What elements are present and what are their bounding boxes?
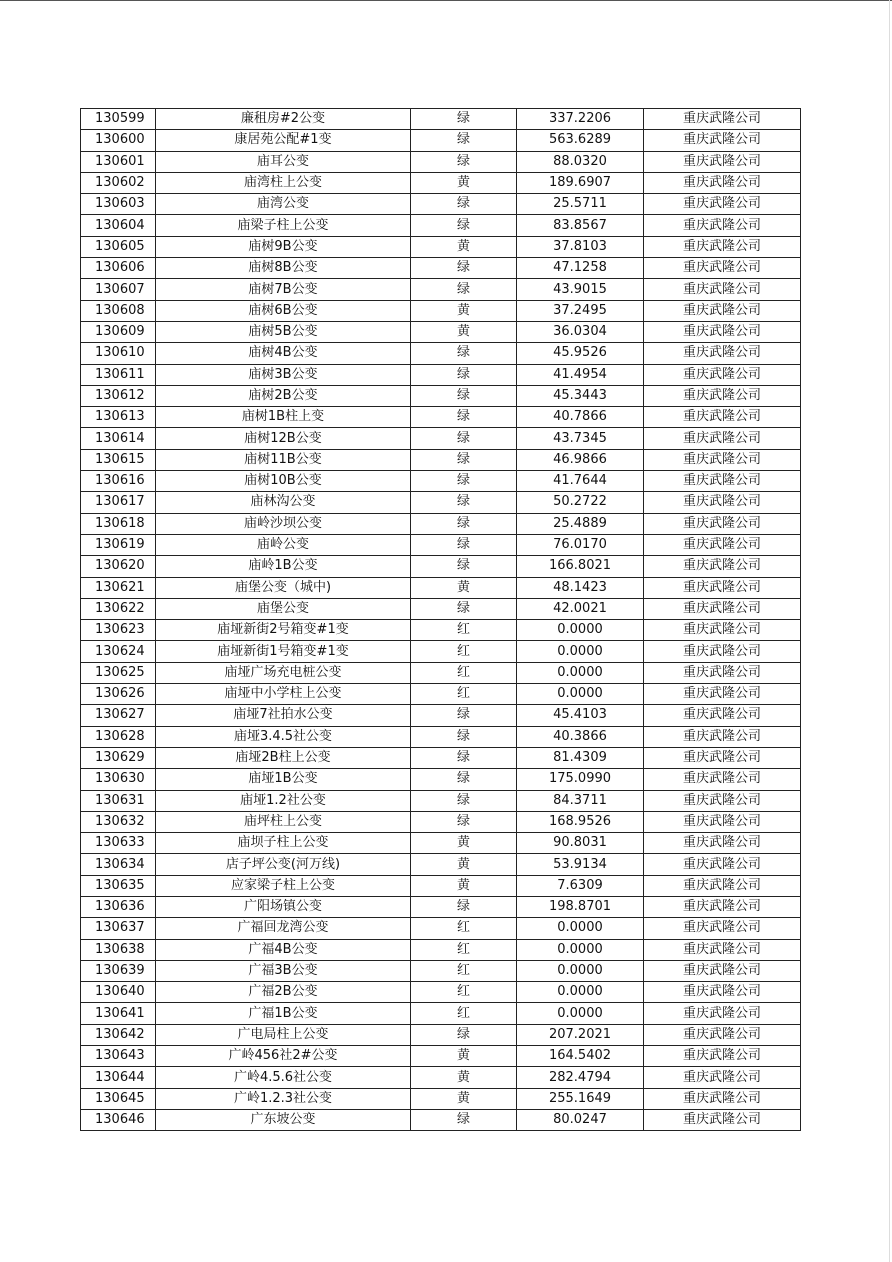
cell-status: 绿 [411,811,517,832]
cell-value: 198.8701 [517,896,644,917]
cell-status: 绿 [411,194,517,215]
cell-company: 重庆武隆公司 [644,236,801,257]
cell-status: 绿 [411,215,517,236]
cell-name: 庙耳公变 [156,151,411,172]
cell-company: 重庆武隆公司 [644,960,801,981]
cell-company: 重庆武隆公司 [644,385,801,406]
cell-company: 重庆武隆公司 [644,705,801,726]
cell-status: 绿 [411,258,517,279]
table-row [81,1003,801,1024]
cell-value: 337.2206 [517,109,644,130]
cell-status: 绿 [411,492,517,513]
cell-status: 黄 [411,854,517,875]
cell-value: 25.4889 [517,513,644,534]
cell-name: 庙垭中小学柱上公变 [156,684,411,705]
cell-id: 130612 [81,385,156,406]
table-row [81,918,801,939]
cell-status: 黄 [411,1046,517,1067]
cell-id: 130616 [81,471,156,492]
cell-status: 黄 [411,1067,517,1088]
table-row [81,407,801,428]
cell-company: 重庆武隆公司 [644,1067,801,1088]
cell-status: 红 [411,939,517,960]
table-row [81,833,801,854]
table-row [81,598,801,619]
cell-value: 81.4309 [517,747,644,768]
table-row [81,1109,801,1130]
table-row [81,705,801,726]
cell-status: 红 [411,684,517,705]
cell-name: 广阳场镇公变 [156,896,411,917]
cell-name: 广福回龙湾公变 [156,918,411,939]
cell-name: 庙垭2B柱上公变 [156,747,411,768]
table-row [81,620,801,641]
cell-name: 庙林沟公变 [156,492,411,513]
cell-status: 黄 [411,577,517,598]
table-row [81,1088,801,1109]
cell-company: 重庆武隆公司 [644,896,801,917]
cell-id: 130644 [81,1067,156,1088]
table-row [81,854,801,875]
table-row [81,577,801,598]
cell-company: 重庆武隆公司 [644,321,801,342]
cell-id: 130608 [81,300,156,321]
cell-name: 庙树6B公变 [156,300,411,321]
cell-status: 黄 [411,172,517,193]
cell-value: 43.7345 [517,428,644,449]
cell-value: 45.4103 [517,705,644,726]
cell-name: 庙坝子柱上公变 [156,833,411,854]
cell-value: 40.7866 [517,407,644,428]
cell-company: 重庆武隆公司 [644,364,801,385]
cell-company: 重庆武隆公司 [644,939,801,960]
cell-company: 重庆武隆公司 [644,747,801,768]
cell-value: 563.6289 [517,130,644,151]
cell-value: 41.7644 [517,471,644,492]
cell-value: 0.0000 [517,641,644,662]
cell-value: 53.9134 [517,854,644,875]
cell-company: 重庆武隆公司 [644,662,801,683]
cell-value: 40.3866 [517,726,644,747]
cell-name: 廉租房#2公变 [156,109,411,130]
cell-id: 130645 [81,1088,156,1109]
table-row [81,109,801,130]
cell-name: 庙堡公变（城中) [156,577,411,598]
cell-id: 130615 [81,449,156,470]
cell-name: 庙树8B公变 [156,258,411,279]
cell-company: 重庆武隆公司 [644,790,801,811]
cell-status: 绿 [411,1024,517,1045]
cell-company: 重庆武隆公司 [644,215,801,236]
cell-id: 130607 [81,279,156,300]
cell-value: 47.1258 [517,258,644,279]
cell-company: 重庆武隆公司 [644,1003,801,1024]
table-row [81,194,801,215]
cell-status: 绿 [411,534,517,555]
table-row [81,236,801,257]
table-row [81,428,801,449]
cell-status: 黄 [411,833,517,854]
cell-id: 130604 [81,215,156,236]
cell-value: 45.9526 [517,343,644,364]
cell-name: 店子坪公变(河万线) [156,854,411,875]
cell-name: 庙垭1.2社公变 [156,790,411,811]
cell-company: 重庆武隆公司 [644,492,801,513]
cell-value: 164.5402 [517,1046,644,1067]
table-row [81,875,801,896]
cell-id: 130643 [81,1046,156,1067]
cell-company: 重庆武隆公司 [644,130,801,151]
cell-status: 绿 [411,385,517,406]
cell-name: 广福1B公变 [156,1003,411,1024]
cell-company: 重庆武隆公司 [644,982,801,1003]
cell-id: 130620 [81,556,156,577]
cell-value: 46.9866 [517,449,644,470]
cell-value: 207.2021 [517,1024,644,1045]
cell-value: 80.0247 [517,1109,644,1130]
cell-name: 康居苑公配#1变 [156,130,411,151]
cell-id: 130632 [81,811,156,832]
cell-name: 庙垭3.4.5社公变 [156,726,411,747]
table-row [81,556,801,577]
cell-status: 绿 [411,109,517,130]
cell-company: 重庆武隆公司 [644,620,801,641]
cell-name: 庙岭公变 [156,534,411,555]
table-row [81,130,801,151]
cell-status: 红 [411,662,517,683]
cell-id: 130623 [81,620,156,641]
cell-id: 130646 [81,1109,156,1130]
cell-name: 广福4B公变 [156,939,411,960]
cell-value: 282.4794 [517,1067,644,1088]
cell-status: 绿 [411,896,517,917]
cell-value: 189.6907 [517,172,644,193]
cell-value: 50.2722 [517,492,644,513]
cell-status: 绿 [411,513,517,534]
cell-value: 0.0000 [517,662,644,683]
cell-company: 重庆武隆公司 [644,875,801,896]
cell-company: 重庆武隆公司 [644,151,801,172]
cell-company: 重庆武隆公司 [644,194,801,215]
cell-company: 重庆武隆公司 [644,833,801,854]
cell-company: 重庆武隆公司 [644,556,801,577]
table-row [81,513,801,534]
cell-id: 130636 [81,896,156,917]
table-row [81,471,801,492]
cell-company: 重庆武隆公司 [644,684,801,705]
cell-id: 130617 [81,492,156,513]
cell-id: 130619 [81,534,156,555]
table-row [81,343,801,364]
cell-company: 重庆武隆公司 [644,534,801,555]
cell-company: 重庆武隆公司 [644,811,801,832]
cell-id: 130600 [81,130,156,151]
cell-name: 庙岭1B公变 [156,556,411,577]
cell-status: 绿 [411,151,517,172]
cell-id: 130630 [81,769,156,790]
cell-value: 0.0000 [517,1003,644,1024]
cell-id: 130599 [81,109,156,130]
table-row [81,534,801,555]
cell-id: 130625 [81,662,156,683]
cell-company: 重庆武隆公司 [644,258,801,279]
cell-id: 130637 [81,918,156,939]
cell-status: 绿 [411,364,517,385]
cell-value: 36.0304 [517,321,644,342]
cell-id: 130638 [81,939,156,960]
cell-value: 45.3443 [517,385,644,406]
cell-name: 庙树10B公变 [156,471,411,492]
cell-value: 175.0990 [517,769,644,790]
cell-value: 25.5711 [517,194,644,215]
table-row [81,492,801,513]
cell-value: 0.0000 [517,960,644,981]
cell-status: 绿 [411,428,517,449]
cell-value: 166.8021 [517,556,644,577]
cell-status: 绿 [411,449,517,470]
cell-id: 130639 [81,960,156,981]
transformer-table [80,108,801,1131]
cell-status: 绿 [411,705,517,726]
cell-name: 庙垭1B公变 [156,769,411,790]
cell-company: 重庆武隆公司 [644,1024,801,1045]
cell-status: 绿 [411,1109,517,1130]
cell-id: 130621 [81,577,156,598]
table-row [81,662,801,683]
cell-value: 37.2495 [517,300,644,321]
cell-value: 76.0170 [517,534,644,555]
cell-company: 重庆武隆公司 [644,428,801,449]
cell-company: 重庆武隆公司 [644,769,801,790]
cell-company: 重庆武隆公司 [644,598,801,619]
cell-value: 48.1423 [517,577,644,598]
cell-id: 130602 [81,172,156,193]
cell-company: 重庆武隆公司 [644,918,801,939]
table-row [81,449,801,470]
cell-status: 黄 [411,875,517,896]
cell-name: 应家梁子柱上公变 [156,875,411,896]
cell-value: 0.0000 [517,918,644,939]
cell-name: 广福3B公变 [156,960,411,981]
cell-id: 130641 [81,1003,156,1024]
cell-company: 重庆武隆公司 [644,300,801,321]
cell-status: 绿 [411,747,517,768]
cell-id: 130614 [81,428,156,449]
cell-company: 重庆武隆公司 [644,109,801,130]
cell-id: 130613 [81,407,156,428]
cell-company: 重庆武隆公司 [644,449,801,470]
cell-name: 庙垭广场充电桩公变 [156,662,411,683]
table-row [81,1067,801,1088]
table-row [81,896,801,917]
table-row [81,960,801,981]
cell-company: 重庆武隆公司 [644,172,801,193]
cell-name: 广岭456社2#公变 [156,1046,411,1067]
cell-name: 广电局柱上公变 [156,1024,411,1045]
cell-status: 红 [411,918,517,939]
cell-id: 130629 [81,747,156,768]
cell-id: 130622 [81,598,156,619]
cell-status: 红 [411,641,517,662]
cell-status: 红 [411,620,517,641]
table-row [81,1024,801,1045]
cell-name: 庙坪柱上公变 [156,811,411,832]
cell-value: 84.3711 [517,790,644,811]
cell-value: 0.0000 [517,684,644,705]
cell-name: 庙树3B公变 [156,364,411,385]
cell-company: 重庆武隆公司 [644,279,801,300]
cell-name: 庙树5B公变 [156,321,411,342]
cell-status: 绿 [411,407,517,428]
table-row [81,1046,801,1067]
cell-id: 130606 [81,258,156,279]
cell-id: 130627 [81,705,156,726]
cell-status: 红 [411,1003,517,1024]
cell-id: 130610 [81,343,156,364]
cell-name: 庙湾柱上公变 [156,172,411,193]
cell-name: 广东坡公变 [156,1109,411,1130]
cell-name: 庙树9B公变 [156,236,411,257]
cell-value: 42.0021 [517,598,644,619]
cell-id: 130601 [81,151,156,172]
cell-status: 绿 [411,279,517,300]
cell-name: 庙垭新街1号箱变#1变 [156,641,411,662]
cell-company: 重庆武隆公司 [644,407,801,428]
table-row [81,641,801,662]
cell-value: 168.9526 [517,811,644,832]
cell-name: 广岭1.2.3社公变 [156,1088,411,1109]
cell-company: 重庆武隆公司 [644,726,801,747]
cell-id: 130633 [81,833,156,854]
table-row [81,151,801,172]
cell-value: 88.0320 [517,151,644,172]
cell-company: 重庆武隆公司 [644,1046,801,1067]
cell-status: 黄 [411,300,517,321]
cell-status: 绿 [411,130,517,151]
table-row [81,790,801,811]
cell-name: 庙树4B公变 [156,343,411,364]
cell-status: 绿 [411,769,517,790]
table-row [81,747,801,768]
cell-company: 重庆武隆公司 [644,577,801,598]
table-row [81,364,801,385]
cell-name: 庙树2B公变 [156,385,411,406]
cell-company: 重庆武隆公司 [644,1088,801,1109]
cell-id: 130640 [81,982,156,1003]
cell-id: 130605 [81,236,156,257]
cell-company: 重庆武隆公司 [644,471,801,492]
cell-name: 庙湾公变 [156,194,411,215]
cell-name: 庙垭新街2号箱变#1变 [156,620,411,641]
cell-value: 43.9015 [517,279,644,300]
cell-status: 绿 [411,343,517,364]
cell-value: 90.8031 [517,833,644,854]
cell-name: 庙树12B公变 [156,428,411,449]
cell-id: 130635 [81,875,156,896]
page-right-edge [889,0,890,1262]
cell-name: 庙树7B公变 [156,279,411,300]
table-row [81,811,801,832]
cell-status: 绿 [411,790,517,811]
cell-status: 黄 [411,236,517,257]
cell-id: 130603 [81,194,156,215]
cell-value: 0.0000 [517,982,644,1003]
cell-company: 重庆武隆公司 [644,854,801,875]
cell-id: 130618 [81,513,156,534]
cell-id: 130628 [81,726,156,747]
table-row [81,321,801,342]
cell-id: 130631 [81,790,156,811]
table-row [81,279,801,300]
cell-status: 黄 [411,321,517,342]
cell-status: 红 [411,982,517,1003]
table-row [81,726,801,747]
table-row [81,939,801,960]
table-body [81,109,801,1131]
cell-id: 130609 [81,321,156,342]
cell-name: 庙树1B柱上变 [156,407,411,428]
cell-name: 庙岭沙坝公变 [156,513,411,534]
table-row [81,172,801,193]
table-row [81,215,801,236]
cell-value: 41.4954 [517,364,644,385]
cell-name: 庙树11B公变 [156,449,411,470]
cell-company: 重庆武隆公司 [644,1109,801,1130]
cell-status: 红 [411,960,517,981]
cell-value: 255.1649 [517,1088,644,1109]
cell-status: 绿 [411,598,517,619]
cell-value: 7.6309 [517,875,644,896]
cell-status: 绿 [411,726,517,747]
cell-company: 重庆武隆公司 [644,513,801,534]
cell-name: 广福2B公变 [156,982,411,1003]
cell-value: 37.8103 [517,236,644,257]
cell-id: 130642 [81,1024,156,1045]
cell-company: 重庆武隆公司 [644,343,801,364]
cell-value: 83.8567 [517,215,644,236]
table-row [81,258,801,279]
cell-company: 重庆武隆公司 [644,641,801,662]
cell-id: 130626 [81,684,156,705]
table-row [81,385,801,406]
page-top-border [0,0,892,1]
table-row [81,769,801,790]
table-row [81,300,801,321]
table-row [81,684,801,705]
cell-status: 黄 [411,1088,517,1109]
cell-value: 0.0000 [517,620,644,641]
cell-name: 庙垭7社拍水公变 [156,705,411,726]
cell-id: 130634 [81,854,156,875]
cell-name: 广岭4.5.6社公变 [156,1067,411,1088]
cell-id: 130624 [81,641,156,662]
cell-id: 130611 [81,364,156,385]
cell-status: 绿 [411,556,517,577]
cell-status: 绿 [411,471,517,492]
cell-name: 庙梁子柱上公变 [156,215,411,236]
cell-value: 0.0000 [517,939,644,960]
table-row [81,982,801,1003]
cell-name: 庙堡公变 [156,598,411,619]
